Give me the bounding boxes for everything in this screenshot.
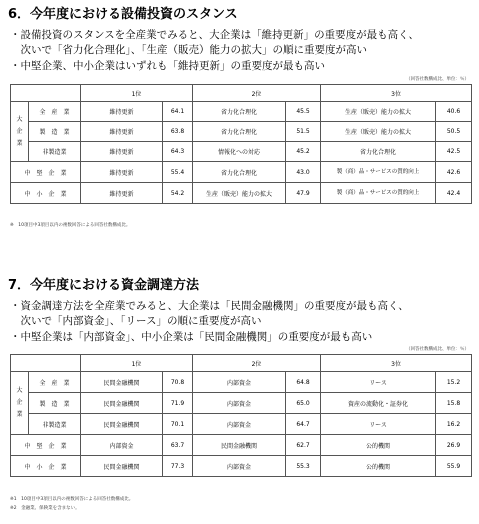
rank-1-item: 民間金融機関 <box>81 414 163 435</box>
table-row <box>11 183 472 204</box>
rank-2-item: 民間金融機関 <box>193 435 286 456</box>
section7-bullet-2: ・中堅企業は「内部資金」、中小企業は「民間金融機関」の重要度が最も高い <box>10 331 373 343</box>
row-label: 全 産 業 <box>29 102 81 122</box>
rank-1-value: 55.4 <box>163 162 193 183</box>
rank-2-value: 55.3 <box>286 456 321 477</box>
section7-unit-note: （回答社数構成比、単位：％） <box>406 347 469 352</box>
section7-table <box>10 354 472 477</box>
row-label: 非製造業 <box>29 414 81 435</box>
rank-1-item: 内部資金 <box>81 435 163 456</box>
rank-1-item: 維持更新 <box>81 142 163 162</box>
rank-3-item: 公的機関 <box>321 456 436 477</box>
rank-1-value: 54.2 <box>163 183 193 204</box>
table-row <box>11 456 472 477</box>
section7-title: 7．今年度における資金調達方法 <box>8 278 200 293</box>
rank-1-value: 70.8 <box>163 372 193 393</box>
rank-1-item: 民間金融機関 <box>81 393 163 414</box>
rank-3-item: 生産（販売）能力の拡大 <box>321 102 436 122</box>
rank-1-value: 64.3 <box>163 142 193 162</box>
rank-3-value: 42.6 <box>436 162 472 183</box>
row-label: 製 造 業 <box>29 393 81 414</box>
row-label: 非製造業 <box>29 142 81 162</box>
row-label: 製 造 業 <box>29 122 81 142</box>
rank-1-item: 維持更新 <box>81 122 163 142</box>
rank-2-item: 省力化合理化 <box>193 122 286 142</box>
rank-2-value: 45.5 <box>286 102 321 122</box>
rank-3-item: リース <box>321 372 436 393</box>
table-row <box>11 393 472 414</box>
rank-3-value: 55.9 <box>436 456 472 477</box>
rank-2-value: 65.0 <box>286 393 321 414</box>
rank-3-item: リース <box>321 414 436 435</box>
table-header-row <box>11 355 472 372</box>
table-row <box>11 142 472 162</box>
rank-1-value: 63.7 <box>163 435 193 456</box>
section7-bullet-1-cont: 次いで「内部資金」、「リース」の順に重要度が高い <box>10 315 262 327</box>
row-label: 中 堅 企 業 <box>11 435 81 456</box>
rank-3-item: 製（商）品・サービスの質的向上 <box>321 162 436 183</box>
rank-3-item: 公的機関 <box>321 435 436 456</box>
rank-1-value: 64.1 <box>163 102 193 122</box>
rank-1-value: 63.8 <box>163 122 193 142</box>
rank-2-value: 43.0 <box>286 162 321 183</box>
header-rank-2: 2位 <box>193 85 321 102</box>
table-row <box>11 102 472 122</box>
header-rank-1: 1位 <box>81 85 193 102</box>
rank-2-value: 51.5 <box>286 122 321 142</box>
row-label: 全 産 業 <box>29 372 81 393</box>
rank-3-value: 15.2 <box>436 372 472 393</box>
section6-table <box>10 84 472 204</box>
header-rank-3: 3位 <box>321 355 472 372</box>
rank-1-item: 維持更新 <box>81 162 163 183</box>
header-rank-2: 2位 <box>193 355 321 372</box>
row-label: 中 小 企 業 <box>11 183 81 204</box>
section6-bullet-2: ・中堅企業、中小企業はいずれも「維持更新」の重要度が最も高い <box>10 60 325 72</box>
rank-3-item: 資産の流動化・証券化 <box>321 393 436 414</box>
rank-1-value: 71.9 <box>163 393 193 414</box>
header-rank-3: 3位 <box>321 85 472 102</box>
row-label: 中 小 企 業 <box>11 456 81 477</box>
header-blank <box>11 85 81 102</box>
section6-bullet-1: ・設備投資のスタンスを全産業でみると、大企業は「維持更新」の重要度が最も高く、 <box>10 29 419 41</box>
rank-1-value: 77.3 <box>163 456 193 477</box>
rank-2-item: 内部資金 <box>193 456 286 477</box>
table-row <box>11 435 472 456</box>
rank-2-value: 64.8 <box>286 372 321 393</box>
section7-footnote-2: ※2 金融業、保険業を含まない。 <box>10 506 80 511</box>
rank-2-item: 内部資金 <box>193 393 286 414</box>
section7-footnote-1: ※1 10項目中3項目以内の複数回答による回答社数構成比。 <box>10 497 134 502</box>
rank-2-item: 内部資金 <box>193 372 286 393</box>
rank-3-value: 50.5 <box>436 122 472 142</box>
row-label: 中 堅 企 業 <box>11 162 81 183</box>
header-rank-1: 1位 <box>81 355 193 372</box>
table-row <box>11 122 472 142</box>
rank-2-value: 64.7 <box>286 414 321 435</box>
rank-2-item: 省力化合理化 <box>193 102 286 122</box>
section7-bullet-1: ・資金調達方法を全産業でみると、大企業は「民間金融機関」の重要度が最も高く、 <box>10 300 409 312</box>
rank-3-value: 42.4 <box>436 183 472 204</box>
rank-3-value: 42.5 <box>436 142 472 162</box>
table-row <box>11 162 472 183</box>
section6-unit-note: （回答社数構成比、単位：％） <box>406 77 469 82</box>
rank-2-value: 62.7 <box>286 435 321 456</box>
rank-2-item: 省力化合理化 <box>193 162 286 183</box>
header-blank <box>11 355 81 372</box>
rank-2-item: 生産（販売）能力の拡大 <box>193 183 286 204</box>
rank-3-item: 生産（販売）能力の拡大 <box>321 122 436 142</box>
rank-1-item: 民間金融機関 <box>81 372 163 393</box>
rank-2-value: 47.9 <box>286 183 321 204</box>
rank-3-value: 15.8 <box>436 393 472 414</box>
rank-2-item: 情報化への対応 <box>193 142 286 162</box>
table-row <box>11 414 472 435</box>
rank-3-value: 26.9 <box>436 435 472 456</box>
rank-3-value: 40.6 <box>436 102 472 122</box>
table-header-row <box>11 85 472 102</box>
rank-1-value: 70.1 <box>163 414 193 435</box>
rank-2-item: 内部資金 <box>193 414 286 435</box>
large-enterprise-group-label: 大 企 業 <box>11 372 29 435</box>
rank-1-item: 維持更新 <box>81 183 163 204</box>
large-enterprise-group-label: 大 企 業 <box>11 102 29 162</box>
rank-1-item: 民間金融機関 <box>81 456 163 477</box>
rank-3-item: 製（商）品・サービスの質的向上 <box>321 183 436 204</box>
rank-2-value: 45.2 <box>286 142 321 162</box>
section6-footnote: ※ 10項目中3項目以内の複数回答による回答社数構成比。 <box>10 223 131 228</box>
section6-bullet-1-cont: 次いで「省力化合理化」、「生産（販売）能力の拡大」の順に重要度が高い <box>10 44 367 56</box>
table-row <box>11 372 472 393</box>
rank-3-value: 16.2 <box>436 414 472 435</box>
rank-3-item: 省力化合理化 <box>321 142 436 162</box>
section6-title: 6．今年度における設備投資のスタンス <box>8 7 238 22</box>
rank-1-item: 維持更新 <box>81 102 163 122</box>
